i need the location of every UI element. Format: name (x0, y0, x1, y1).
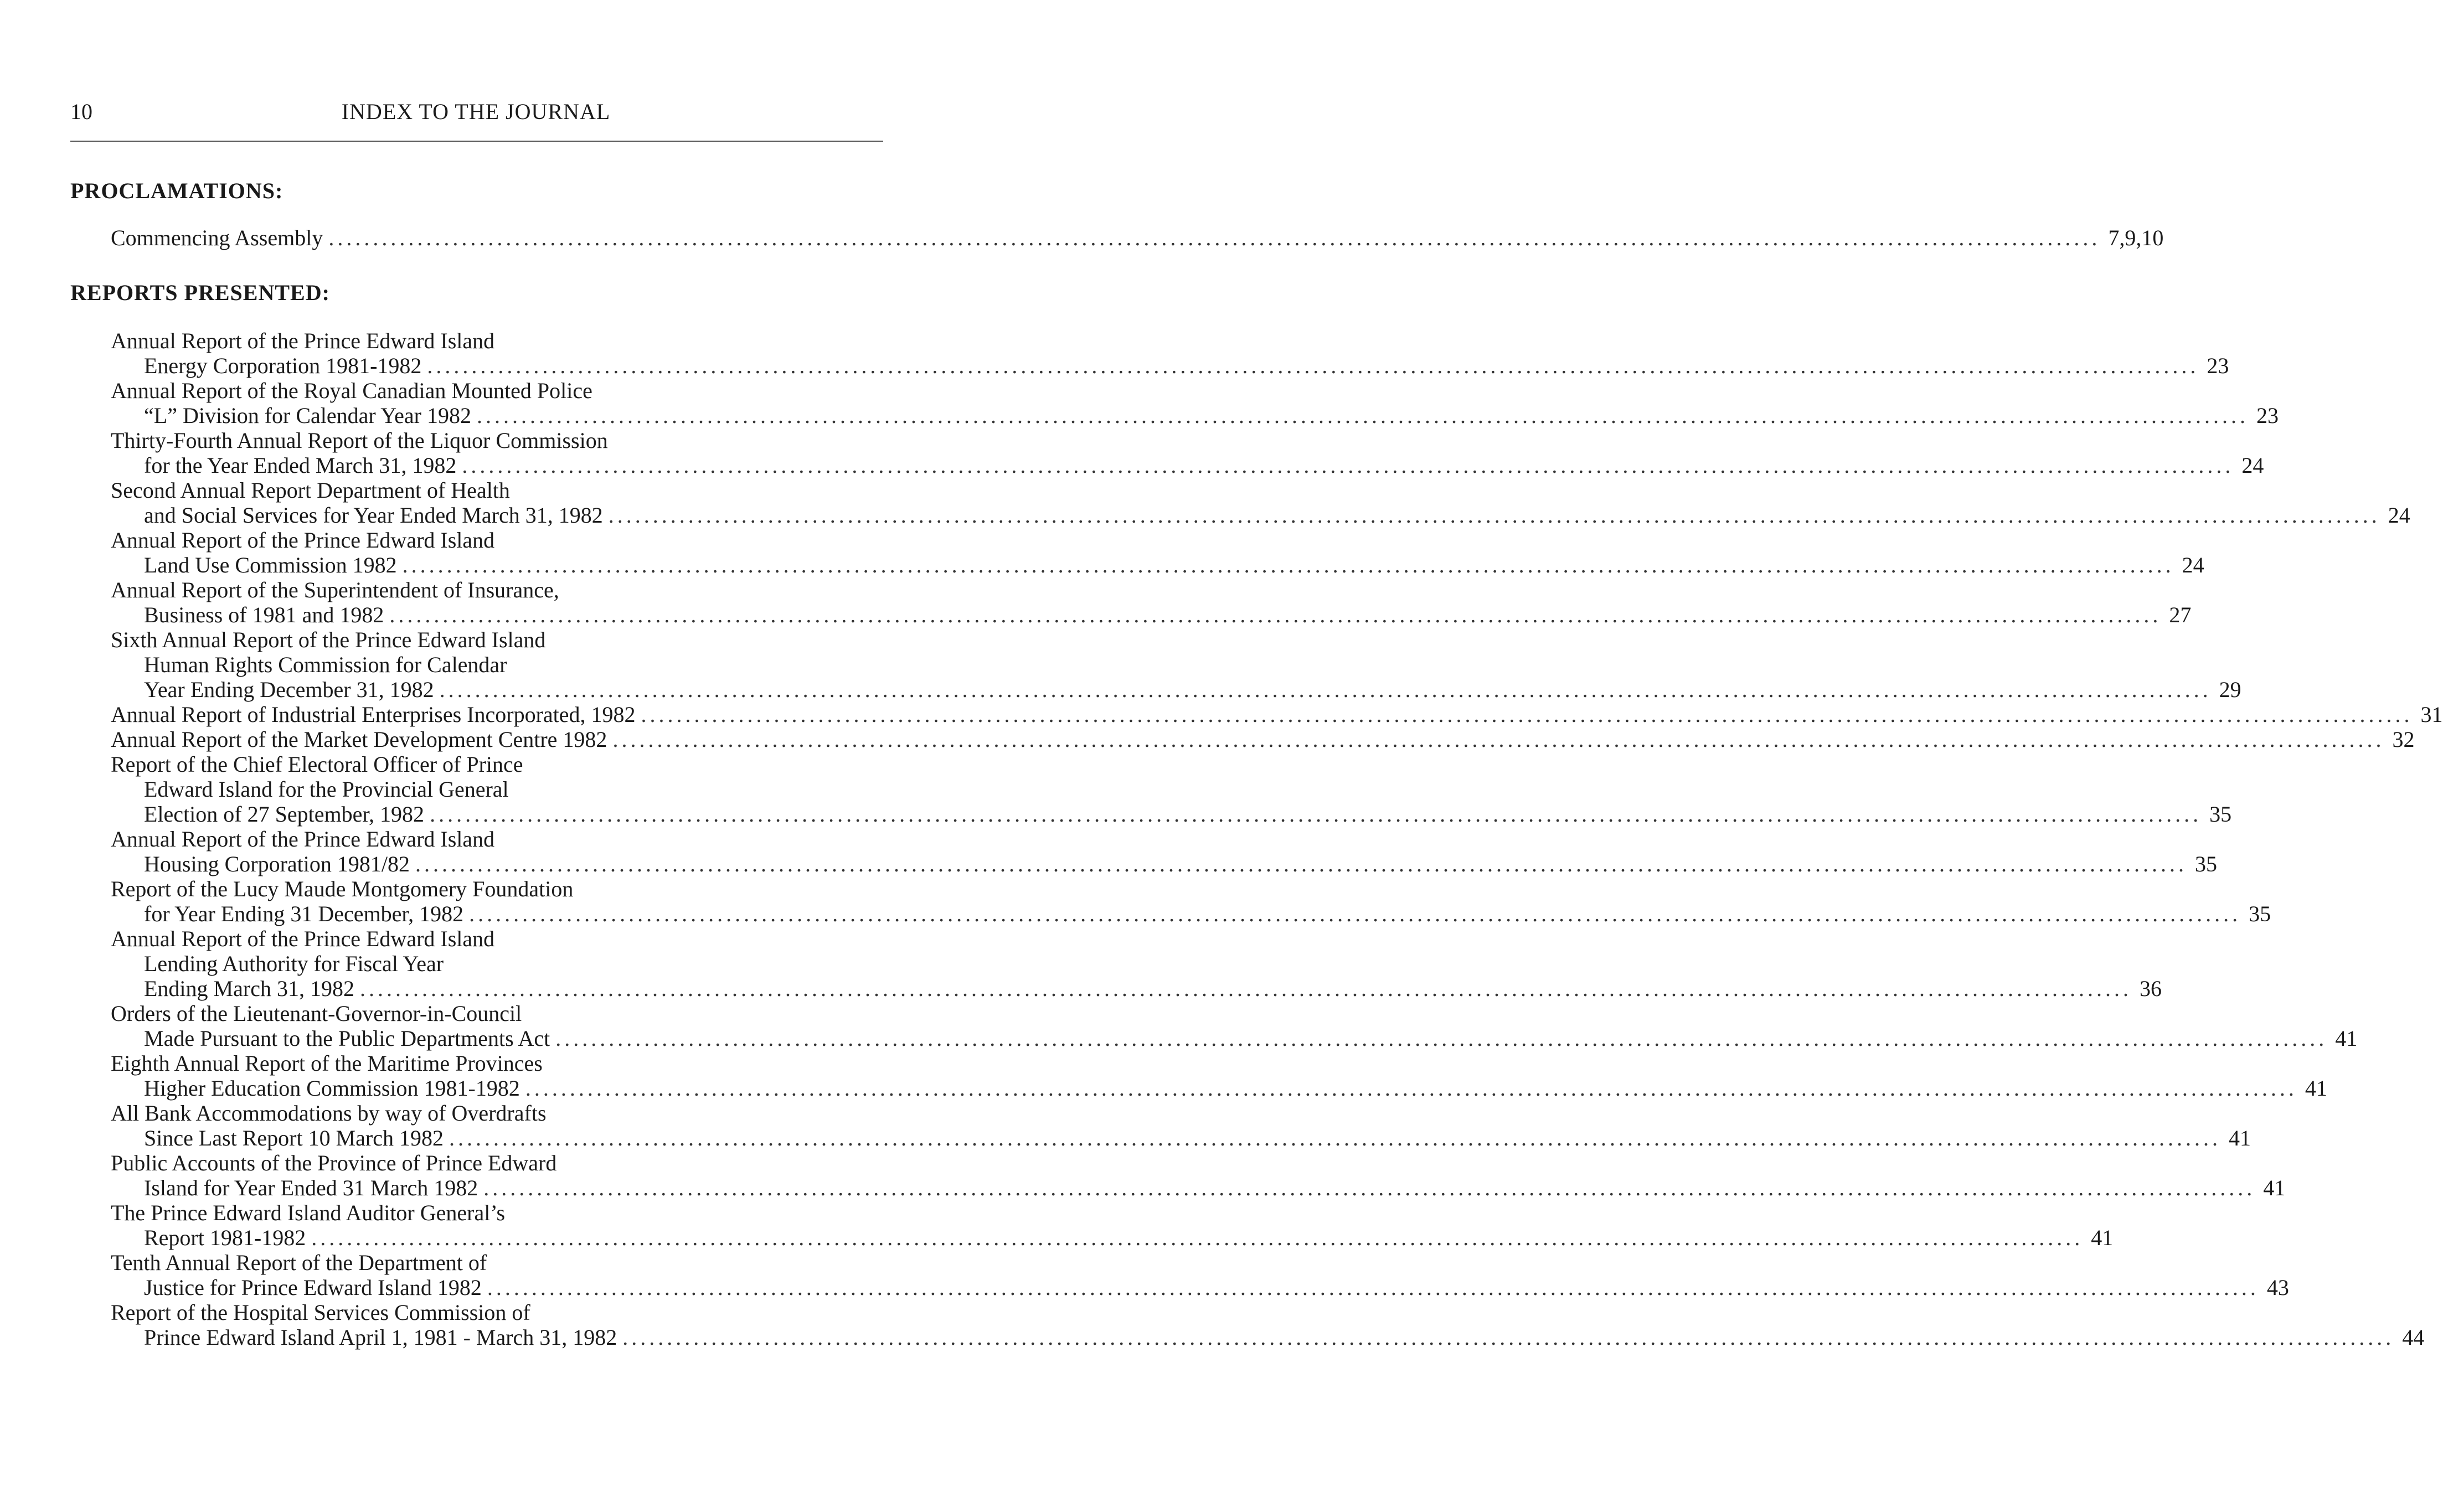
dot-leader: ........................................................................................................................................................................................................ (612, 727, 2385, 752)
entry-text: “L” Division for Calendar Year 1982 (144, 403, 471, 428)
dot-leader: ........................................................................................................................................................................................................ (328, 225, 2101, 250)
index-entry (70, 827, 2217, 876)
entry-text: Annual Report of the Superintendent of Insurance, (111, 577, 559, 602)
entry-text: Tenth Annual Report of the Department of (111, 1250, 487, 1275)
entry-text: Eighth Annual Report of the Maritime Provinces (111, 1051, 543, 1076)
page-reference: 24 (2388, 503, 2410, 528)
entry-text: Island for Year Ended 31 March 1982 (144, 1175, 478, 1200)
entry-text: The Prince Edward Island Auditor General’s (111, 1200, 506, 1225)
entry-text: Since Last Report 10 March 1982 (144, 1126, 444, 1150)
index-entry-line (70, 1325, 2425, 1350)
section-heading-proclamations: PROCLAMATIONS: (70, 178, 284, 203)
dot-leader: ........................................................................................................................................................................................................ (525, 1076, 2297, 1101)
dot-leader: ........................................................................................................................................................................................................ (427, 353, 2199, 378)
dot-leader: ........................................................................................................................................................................................................ (402, 553, 2174, 577)
index-entry (70, 926, 2162, 1001)
page-reference: 32 (2392, 727, 2415, 752)
section-heading-reports-presented: REPORTS PRESENTED: (70, 280, 330, 305)
dot-leader: ........................................................................................................................................................................................................ (469, 901, 2241, 926)
index-entry (70, 702, 2443, 727)
entry-text: Energy Corporation 1981-1982 (144, 353, 422, 378)
entry-text: All Bank Accommodations by way of Overdrafts (111, 1101, 547, 1126)
dot-leader: ........................................................................................................................................................................................................ (483, 1175, 2256, 1200)
entry-text: Housing Corporation 1981/82 (144, 852, 410, 876)
entry-text: Justice for Prince Edward Island 1982 (144, 1275, 482, 1300)
page-reference: 7,9,10 (2108, 225, 2164, 250)
reports-presented-list (70, 328, 2443, 1350)
dot-leader: ........................................................................................................................................................................................................ (359, 976, 2132, 1001)
index-entry-line (70, 225, 2164, 250)
index-entry (70, 225, 2164, 250)
index-entry-line (70, 802, 2232, 827)
page-reference: 23 (2207, 353, 2229, 378)
index-entry-line (70, 1126, 2251, 1150)
index-entry (70, 528, 2204, 577)
entry-text: Annual Report of the Royal Canadian Mounted Police (111, 378, 592, 403)
dot-leader: ........................................................................................................................................................................................................ (555, 1026, 2328, 1051)
index-entry (70, 328, 2229, 378)
page-reference: 29 (2219, 677, 2241, 702)
index-entry (70, 727, 2415, 752)
index-entry-line (70, 727, 2415, 752)
index-entry (70, 752, 2232, 827)
page-reference: 41 (2091, 1225, 2114, 1250)
dot-leader: ........................................................................................................................................................................................................ (608, 503, 2380, 528)
dot-leader: ........................................................................................................................................................................................................ (487, 1275, 2259, 1300)
entry-text: Ending March 31, 1982 (144, 976, 354, 1001)
page-reference: 35 (2209, 802, 2232, 827)
index-entry-line (70, 901, 2271, 926)
page-reference: 27 (2169, 602, 2192, 627)
page-reference: 43 (2266, 1275, 2289, 1300)
dot-leader: ........................................................................................................................................................................................................ (476, 403, 2249, 428)
page-reference: 41 (2263, 1175, 2286, 1200)
dot-leader: ........................................................................................................................................................................................................ (449, 1126, 2221, 1150)
entry-text: Sixth Annual Report of the Prince Edward Island (111, 627, 546, 652)
entry-text: Report of the Chief Electoral Officer of Prince (111, 752, 523, 777)
page-reference: 23 (2256, 403, 2279, 428)
index-entry (70, 1150, 2286, 1200)
entry-text: Election of 27 September, 1982 (144, 802, 425, 827)
index-entry-line (70, 1026, 2358, 1051)
entry-text: Commencing Assembly (111, 225, 323, 250)
index-entry-line (70, 503, 2410, 528)
index-entry-line (70, 353, 2229, 378)
entry-text: Annual Report of the Prince Edward Island (111, 926, 495, 951)
entry-text: Orders of the Lieutenant-Governor-in-Council (111, 1001, 522, 1026)
entry-text: Public Accounts of the Province of Prince Edward (111, 1150, 557, 1175)
dot-leader: ........................................................................................................................................................................................................ (389, 602, 2162, 627)
index-entry-line (70, 976, 2162, 1001)
index-entry-line (70, 1225, 2114, 1250)
dot-leader: ........................................................................................................................................................................................................ (311, 1225, 2084, 1250)
entry-text: Annual Report of the Prince Edward Island (111, 827, 495, 852)
page-reference: 36 (2139, 976, 2162, 1001)
proclamations-list (70, 225, 2164, 250)
entry-text: Edward Island for the Provincial General (144, 777, 509, 802)
index-entry (70, 478, 2410, 528)
index-entry-line (70, 702, 2443, 727)
entry-text: Annual Report of the Prince Edward Island (111, 328, 495, 353)
index-entry (70, 1101, 2251, 1150)
entry-text: Thirty-Fourth Annual Report of the Liquor Commission (111, 428, 608, 453)
entry-text: Higher Education Commission 1981-1982 (144, 1076, 520, 1101)
entry-text: Annual Report of Industrial Enterprises Incorporated, 1982 (111, 702, 636, 727)
page-reference: 41 (2335, 1026, 2358, 1051)
entry-text: for the Year Ended March 31, 1982 (144, 453, 457, 478)
entry-text: for Year Ending 31 December, 1982 (144, 901, 464, 926)
index-entry-line (70, 1275, 2289, 1300)
page-reference: 44 (2402, 1325, 2425, 1350)
index-entry-line (70, 553, 2204, 577)
header-rule (70, 141, 883, 142)
index-content (70, 167, 2443, 1350)
page-reference: 35 (2194, 852, 2217, 876)
entry-text: Lending Authority for Fiscal Year (144, 951, 444, 976)
index-entry (70, 378, 2279, 428)
index-entry (70, 1001, 2358, 1051)
index-entry (70, 577, 2192, 627)
index-entry (70, 1200, 2114, 1250)
entry-text: Report 1981-1982 (144, 1225, 306, 1250)
dot-leader: ........................................................................................................................................................................................................ (622, 1325, 2395, 1350)
entry-text: and Social Services for Year Ended March 31, 1982 (144, 503, 603, 528)
index-entry-line (70, 403, 2279, 428)
page-reference: 41 (2229, 1126, 2251, 1150)
index-entry (70, 1051, 2327, 1101)
dot-leader: ........................................................................................................................................................................................................ (641, 702, 2413, 727)
index-entry-line (70, 453, 2264, 478)
page-reference: 31 (2420, 702, 2443, 727)
dot-leader: ........................................................................................................................................................................................................ (415, 852, 2187, 876)
entry-text: Annual Report of the Prince Edward Island (111, 528, 495, 553)
dot-leader: ........................................................................................................................................................................................................ (430, 802, 2202, 827)
page-reference: 24 (2241, 453, 2264, 478)
entry-text: Second Annual Report Department of Health (111, 478, 510, 503)
entry-text: Made Pursuant to the Public Departments Act (144, 1026, 550, 1051)
index-entry-line (70, 677, 2241, 702)
page-reference: 41 (2305, 1076, 2327, 1101)
entry-text: Business of 1981 and 1982 (144, 602, 384, 627)
entry-text: Prince Edward Island April 1, 1981 - March 31, 1982 (144, 1325, 617, 1350)
entry-text: Year Ending December 31, 1982 (144, 677, 434, 702)
index-entry (70, 1300, 2425, 1350)
index-entry (70, 428, 2264, 478)
index-entry (70, 876, 2271, 926)
page-reference: 24 (2182, 553, 2204, 577)
dot-leader: ........................................................................................................................................................................................................ (439, 677, 2212, 702)
entry-text: Report of the Lucy Maude Montgomery Foundation (111, 876, 574, 901)
entry-text: Human Rights Commission for Calendar (144, 652, 507, 677)
dot-leader: ........................................................................................................................................................................................................ (462, 453, 2234, 478)
running-head: INDEX TO THE JOURNAL (341, 99, 611, 124)
page-reference: 35 (2249, 901, 2271, 926)
index-entry-line (70, 852, 2217, 876)
entry-text: Report of the Hospital Services Commission of (111, 1300, 530, 1325)
index-entry-line (70, 1076, 2327, 1101)
entry-text: Annual Report of the Market Development Centre 1982 (111, 727, 607, 752)
page-number: 10 (70, 99, 92, 124)
index-entry-line (70, 602, 2192, 627)
entry-text: Land Use Commission 1982 (144, 553, 397, 577)
index-entry (70, 627, 2241, 702)
index-entry-line (70, 1175, 2286, 1200)
index-entry (70, 1250, 2289, 1300)
